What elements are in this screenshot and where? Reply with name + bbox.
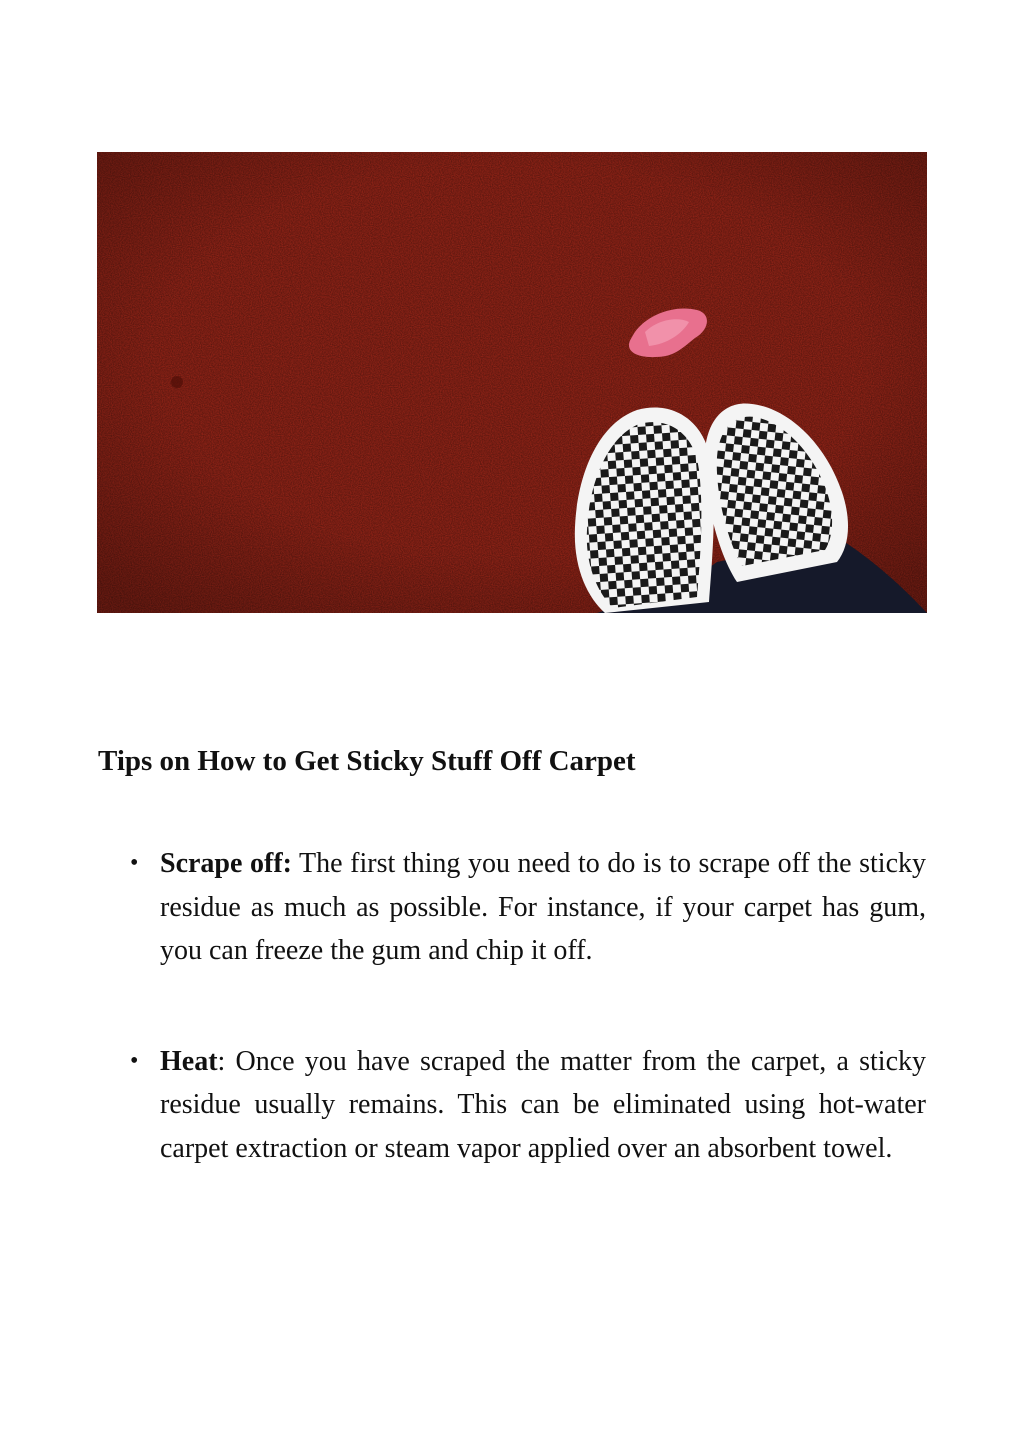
- tip-text: The first thing you need to do is to scrape off the sticky residue as much as possible. For instance, if your carpet has gum, you can freeze the gum and chip it off.: [160, 848, 926, 966]
- tip-title: Heat: [160, 1045, 218, 1077]
- list-item: [124, 1040, 926, 1171]
- article-heading: Tips on How to Get Sticky Stuff Off Carpet: [98, 745, 636, 777]
- tip-title: Scrape off:: [160, 848, 292, 879]
- tip-text: : Once you have scraped the matter from the carpet, a sticky residue usually remains. This can be eliminated using hot-water carpet extraction or steam vapor applied over an absorbent towel.: [160, 1045, 926, 1164]
- bullet-icon: •: [130, 850, 139, 876]
- carpet-gum-photo: [97, 152, 927, 613]
- tips-list: [124, 842, 926, 1170]
- carpet-gum-photo-icon: [97, 152, 927, 613]
- list-item: [124, 842, 926, 973]
- bullet-icon: •: [130, 1047, 139, 1074]
